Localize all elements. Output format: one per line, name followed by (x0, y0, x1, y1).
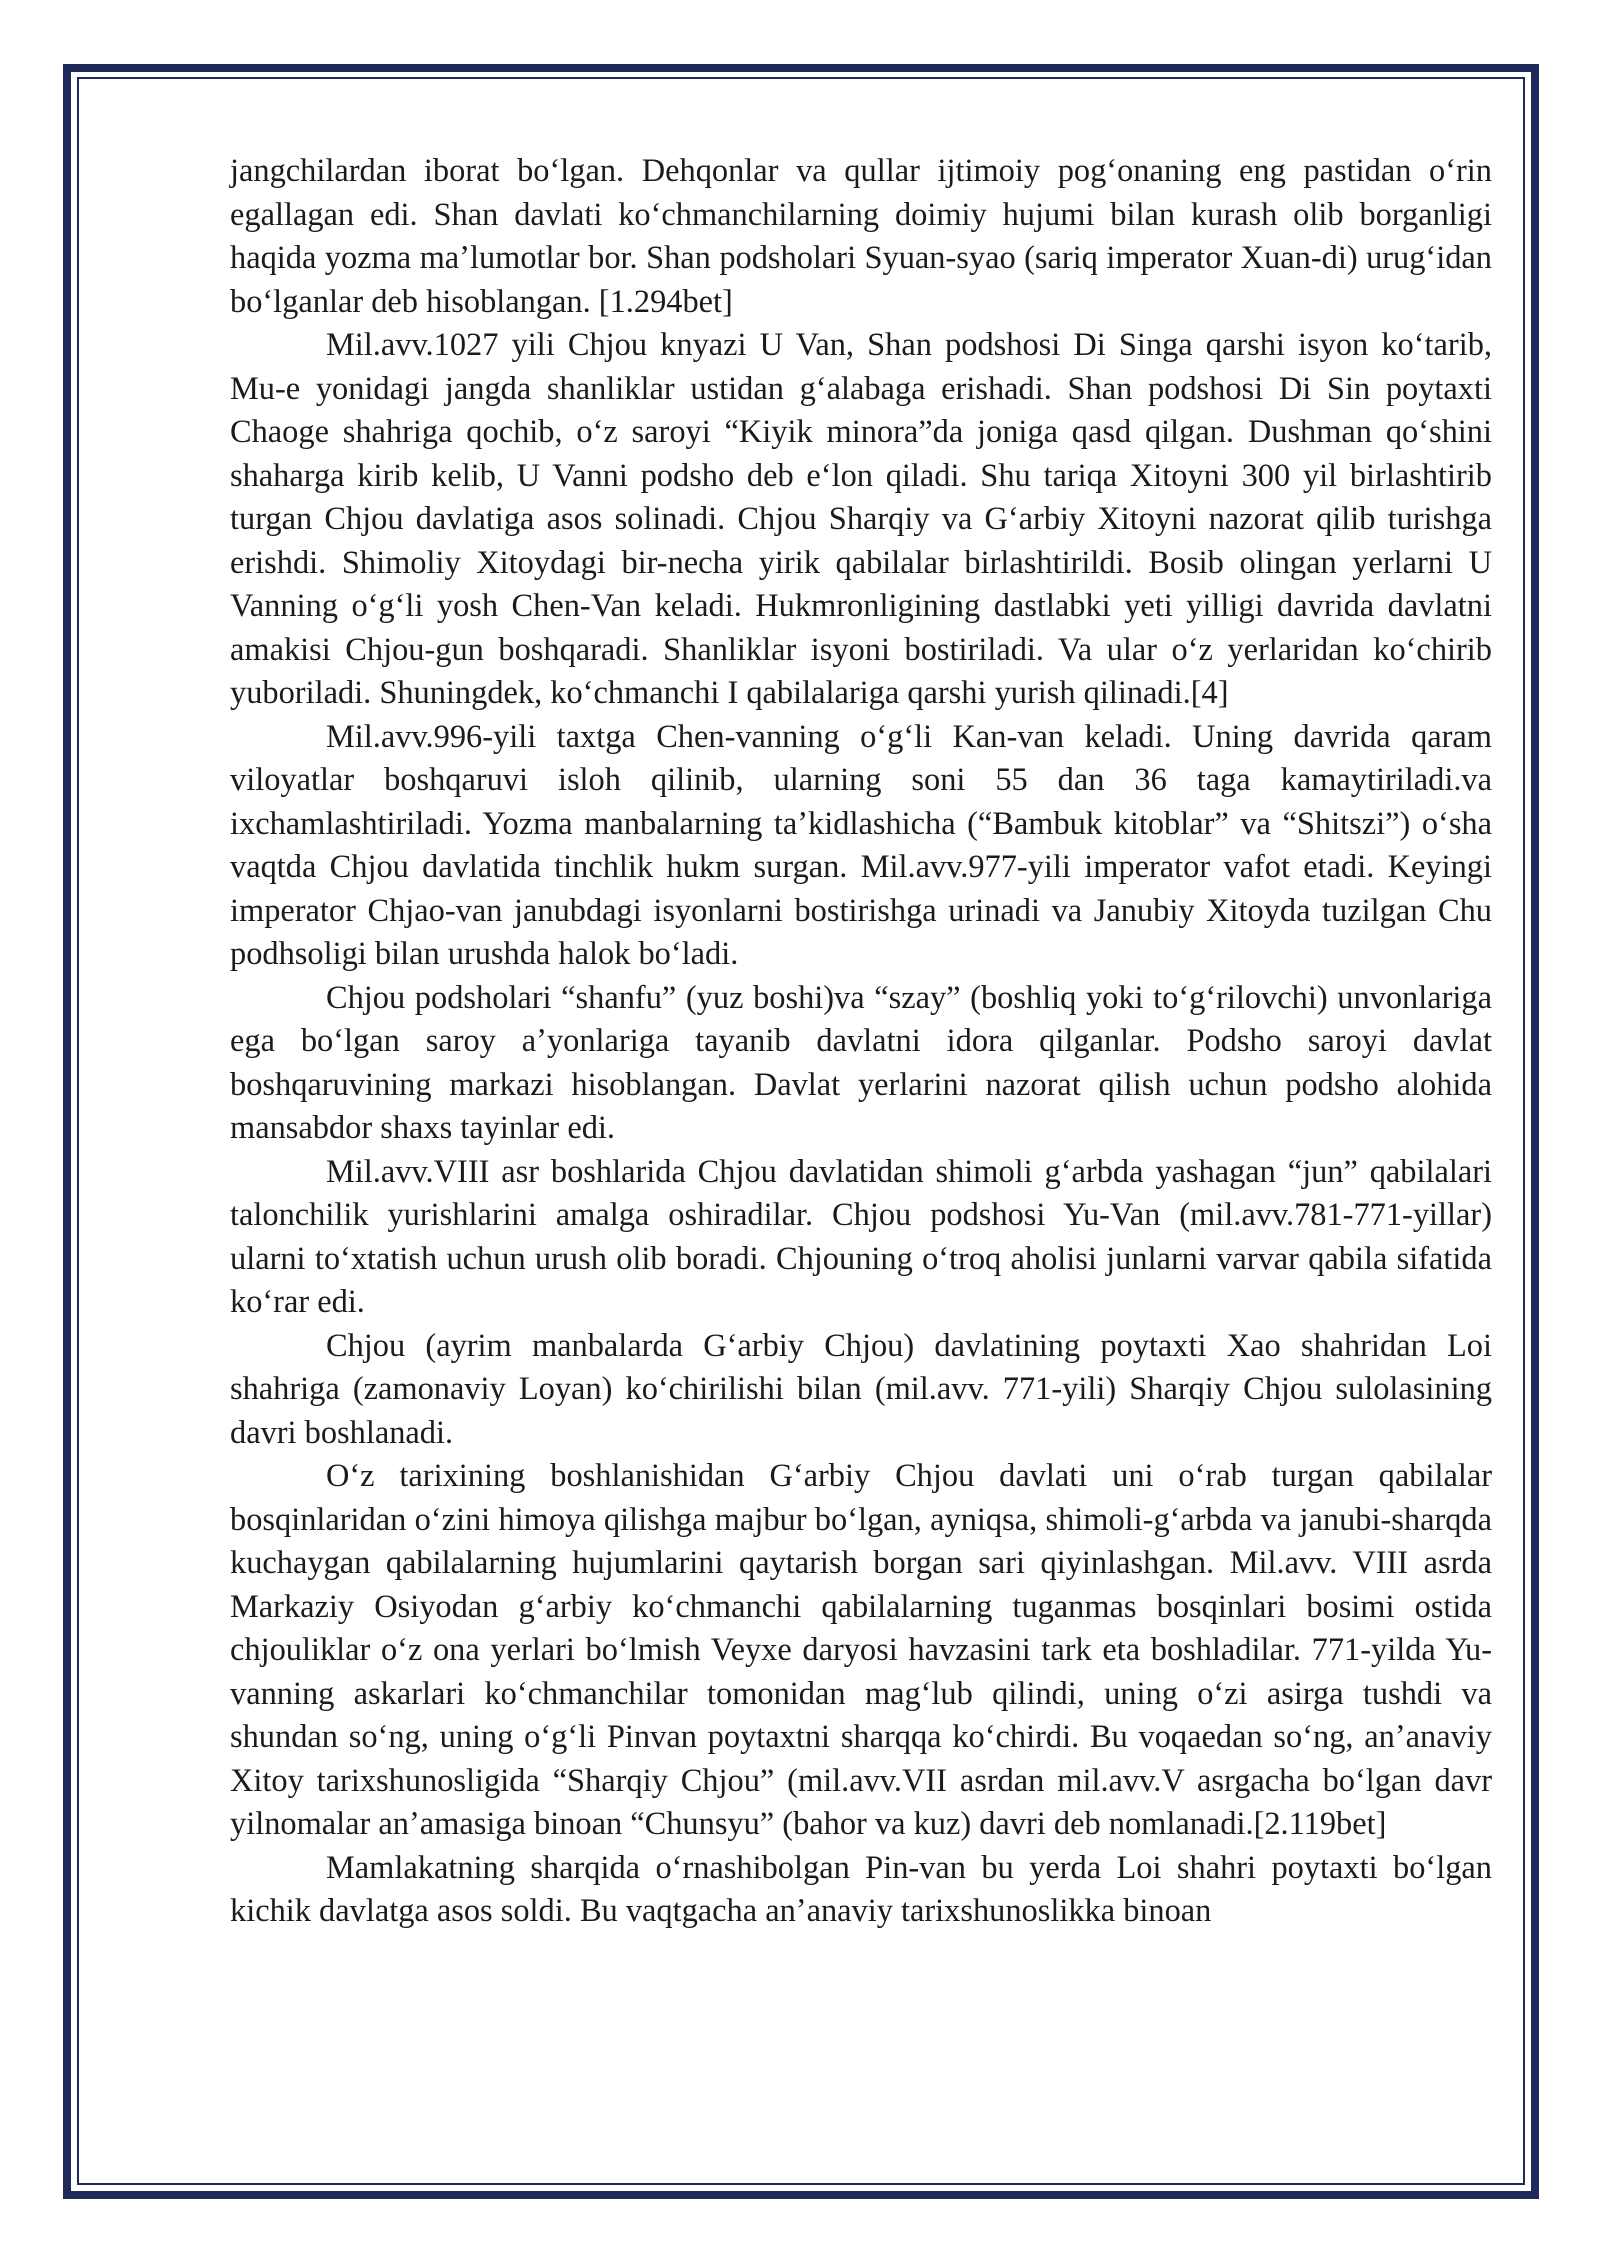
document-body (230, 150, 1492, 1934)
paragraph-3: Mil.avv.996-yili taxtga Chen-vanning oʻgʻli Kan-van keladi. Uning davrida qaram viloyatlar boshqaruvi isloh qilinib, ularning soni 55 dan 36 taga kamaytiriladi.va ixchamlashtiriladi. Yozma manbalarning taʼkidlashicha (“Bambuk kitoblar” va “Shitszi”) oʻsha vaqtda Chjou davlatida tinchlik hukm surgan. Mil.avv.977-yili imperator vafot etadi. Keyingi imperator Chjao-van janubdagi isyonlarni bostirishga urinadi va Janubiy Xitoyda tuzilgan Chu podhsoligi bilan urushda halok boʻladi. (230, 718, 1492, 972)
paragraph-7: Oʻz tarixining boshlanishidan Gʻarbiy Chjou davlati uni oʻrab turgan qabilalar bosqinlaridan oʻzini himoya qilishga majbur boʻlgan, ayniqsa, shimoli-gʻarbda va janubi-sharqda kuchaygan qabilalarning hujumlarini qaytarish borgan sari qiyinlashgan. Mil.avv. VIII asrda Markaziy Osiyodan gʻarbiy koʻchmanchi qabilalarning tuganmas bosqinlari bosimi ostida chjouliklar oʻz ona yerlari boʻlmish Veyxe daryosi havzasini tark eta boshladilar. 771-yilda Yu-vanning askarlari koʻchmanchilar tomonidan magʻlub qilindi, uning oʻzi asirga tushdi va shundan soʻng, uning oʻgʻli Pinvan poytaxtni sharqqa koʻchirdi. Bu voqaedan soʻng, anʼanaviy Xitoy tarixshunosligida “Sharqiy Chjou” (mil.avv.VII asrdan mil.avv.V asrgacha boʻlgan davr yilnomalar anʼamasiga binoan “Chunsyu” (bahor va kuz) davri deb nomlanadi.[2.119bet] (230, 1458, 1492, 1842)
paragraph-4: Chjou podsholari “shanfu” (yuz boshi)va “szay” (boshliq yoki toʻgʻrilovchi) unvonlariga ega boʻlgan saroy aʼyonlariga tayanib davlatni idora qilganlar. Podsho saroyi davlat boshqaruvining markazi hisoblangan. Davlat yerlarini nazorat qilish uchun podsho alohida mansabdor shaxs tayinlar edi. (230, 979, 1492, 1146)
paragraph-8: Mamlakatning sharqida oʻrnashibolgan Pin-van bu yerda Loi shahri poytaxti boʻlgan kichik davlatga asos soldi. Bu vaqtgacha anʼanaviy tarixshunoslikka binoan (230, 1849, 1492, 1929)
paragraph-5: Mil.avv.VIII asr boshlarida Chjou davlatidan shimoli gʻarbda yashagan “jun” qabilalari talonchilik yurishlarini amalga oshiradilar. Chjou podshosi Yu-Van (mil.avv.781-771-yillar) ularni toʻxtatish uchun urush olib boradi. Chjouning oʻtroq aholisi junlarni varvar qabila sifatida koʻrar edi. (230, 1153, 1492, 1320)
paragraph-2: Mil.avv.1027 yili Chjou knyazi U Van, Shan podshosi Di Singa qarshi isyon koʻtarib, Mu-e yonidagi jangda shanliklar ustidan gʻalabaga erishadi. Shan podshosi Di Sin poytaxti Chaoge shahriga qochib, oʻz saroyi “Kiyik minora”da joniga qasd qilgan. Dushman qoʻshini shaharga kirib kelib, U Vanni podsho deb eʻlon qiladi. Shu tariqa Xitoyni 300 yil birlashtirib turgan Chjou davlatiga asos solinadi. Chjou Sharqiy va Gʻarbiy Xitoyni nazorat qilib turishga erishdi. Shimoliy Xitoydagi bir-necha yirik qabilalar birlashtirildi. Bosib olingan yerlarni U Vanning oʻgʻli yosh Chen-Van keladi. Hukmronligining dastlabki yeti yilligi davrida davlatni amakisi Chjou-gun boshqaradi. Shanliklar isyoni bostiriladi. Va ular oʻz yerlaridan koʻchirib yuboriladi. Shuningdek, koʻchmanchi I qabilalariga qarshi yurish qilinadi.[4] (230, 327, 1492, 711)
paragraph-6: Chjou (ayrim manbalarda Gʻarbiy Chjou) davlatining poytaxti Xao shahridan Loi shahriga (zamonaviy Loyan) koʻchirilishi bilan (mil.avv. 771-yili) Sharqiy Chjou sulolasining davri boshlanadi. (230, 1327, 1492, 1451)
paragraph-1: jangchilardan iborat boʻlgan. Dehqonlar va qullar ijtimoiy pogʻonaning eng pastidan oʻrin egallagan edi. Shan davlati koʻchmanchilarning doimiy hujumi bilan kurash olib borganligi haqida yozma maʼlumotlar bor. Shan podsholari Syuan-syao (sariq imperator Xuan-di) urugʻidan boʻlganlar deb hisoblangan. [1.294bet] (230, 153, 1492, 320)
